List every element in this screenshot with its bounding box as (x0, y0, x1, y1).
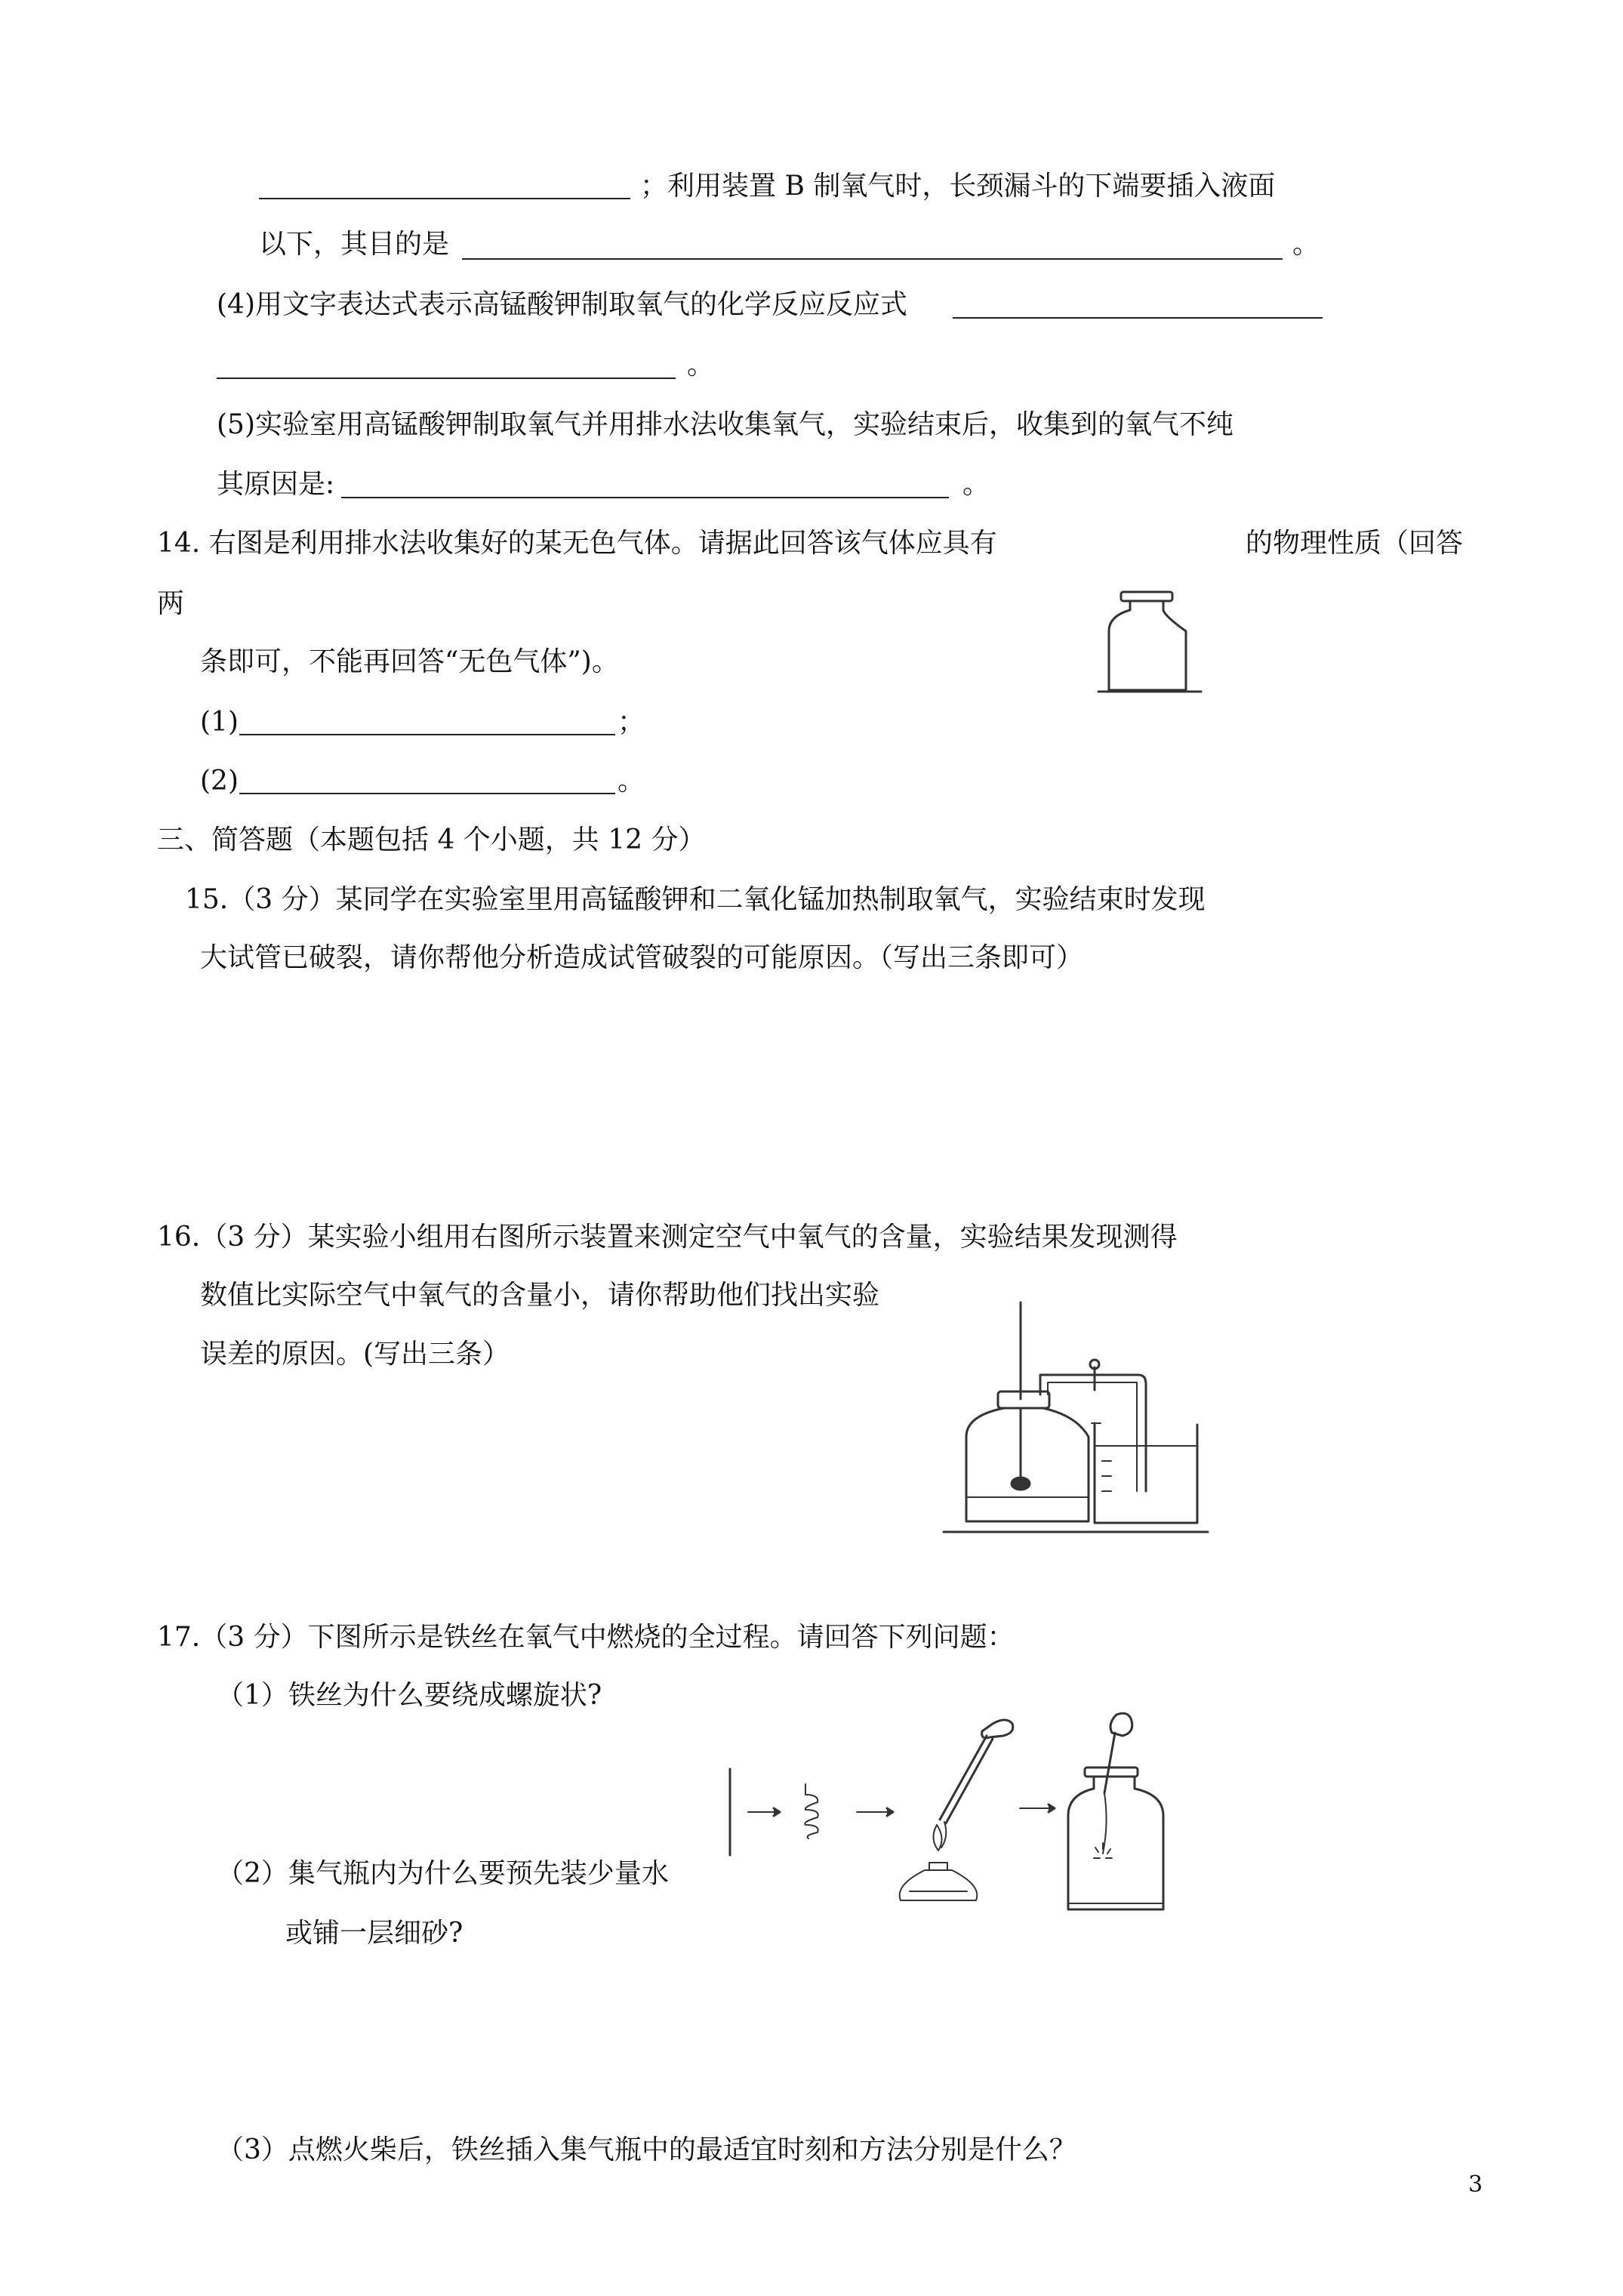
q15-line2: 大试管已破裂，请你帮他分析造成试管破裂的可能原因。（写出三条即可） (200, 942, 1084, 973)
q13-part4-text: (4)用文字表达式表示高锰酸钾制取氧气的化学反应反应式 (217, 289, 907, 320)
q16-line2: 数值比实际空气中氧气的含量小，请你帮助他们找出实验 (200, 1280, 880, 1311)
q17-sub3: （3）点燃火柴后，铁丝插入集气瓶中的最适宜时刻和方法分别是什么？ (217, 2134, 1076, 2165)
q14-line1-b: 的物理性质（回答 (1246, 528, 1464, 559)
q14-item1-end: ； (617, 707, 645, 738)
q16-line1: 16.（3 分）某实验小组用右图所示装置来测定空气中氧气的含量，实验结果发现测得 (157, 1222, 1178, 1253)
q13-part5-prefix: 其原因是: (217, 469, 335, 500)
answer-blank[interactable] (462, 258, 1283, 260)
answer-blank[interactable] (953, 317, 1323, 319)
q16-line3: 误差的原因。(写出三条） (200, 1339, 510, 1370)
answer-blank[interactable] (341, 497, 949, 498)
q13-line2-prefix: 以下，其目的是 (259, 229, 450, 260)
q17-sub2b: 或铺一层细砂? (285, 1918, 463, 1949)
answer-blank[interactable] (239, 793, 615, 794)
q14-item1-label: (1) (200, 707, 239, 738)
q15-line1: 15.（3 分）某同学在实验室里用高锰酸钾和二氧化锰加热制取氧气，实验结束时发现 (185, 884, 1206, 915)
q13-part4-end: 。 (687, 350, 715, 381)
q14-item2-label: (2) (200, 766, 239, 797)
answer-blank[interactable] (217, 378, 676, 379)
oxygen-measurement-apparatus-figure (944, 1302, 1208, 1536)
q17-sub2a: （2）集气瓶内为什么要预先装少量水 (217, 1858, 669, 1889)
q14-line1-a: 14. 右图是利用排水法收集好的某无色气体。请据此回答该气体应具有 (157, 528, 997, 559)
answer-blank[interactable] (239, 734, 615, 735)
page-number: 3 (1468, 2171, 1483, 2198)
q14-line3: 条即可，不能再回答“无色气体”)。 (200, 646, 619, 677)
answer-blank[interactable] (259, 198, 630, 199)
gas-bottle-figure (1098, 587, 1212, 697)
q13-line1-text: ；利用装置 B 制氧气时，长颈漏斗的下端要插入液面 (640, 171, 1276, 202)
q14-line2: 两 (157, 588, 185, 619)
q13-part5-end: 。 (962, 469, 990, 500)
q13-part5-line1: (5)实验室用高锰酸钾制取氧气并用排水法收集氧气，实验结束后，收集到的氧气不纯 (217, 409, 1233, 440)
q14-item2-end: 。 (617, 766, 645, 797)
q17-line1: 17.（3 分）下图所示是铁丝在氧气中燃烧的全过程。请回答下列问题： (157, 1622, 1015, 1653)
section-title: 三、简答题（本题包括 4 个小题，共 12 分） (157, 824, 706, 855)
q17-sub1: （1）铁丝为什么要绕成螺旋状? (217, 1680, 602, 1711)
iron-wire-combustion-figure (721, 1710, 1189, 1922)
q13-line2-suffix: 。 (1292, 229, 1320, 260)
